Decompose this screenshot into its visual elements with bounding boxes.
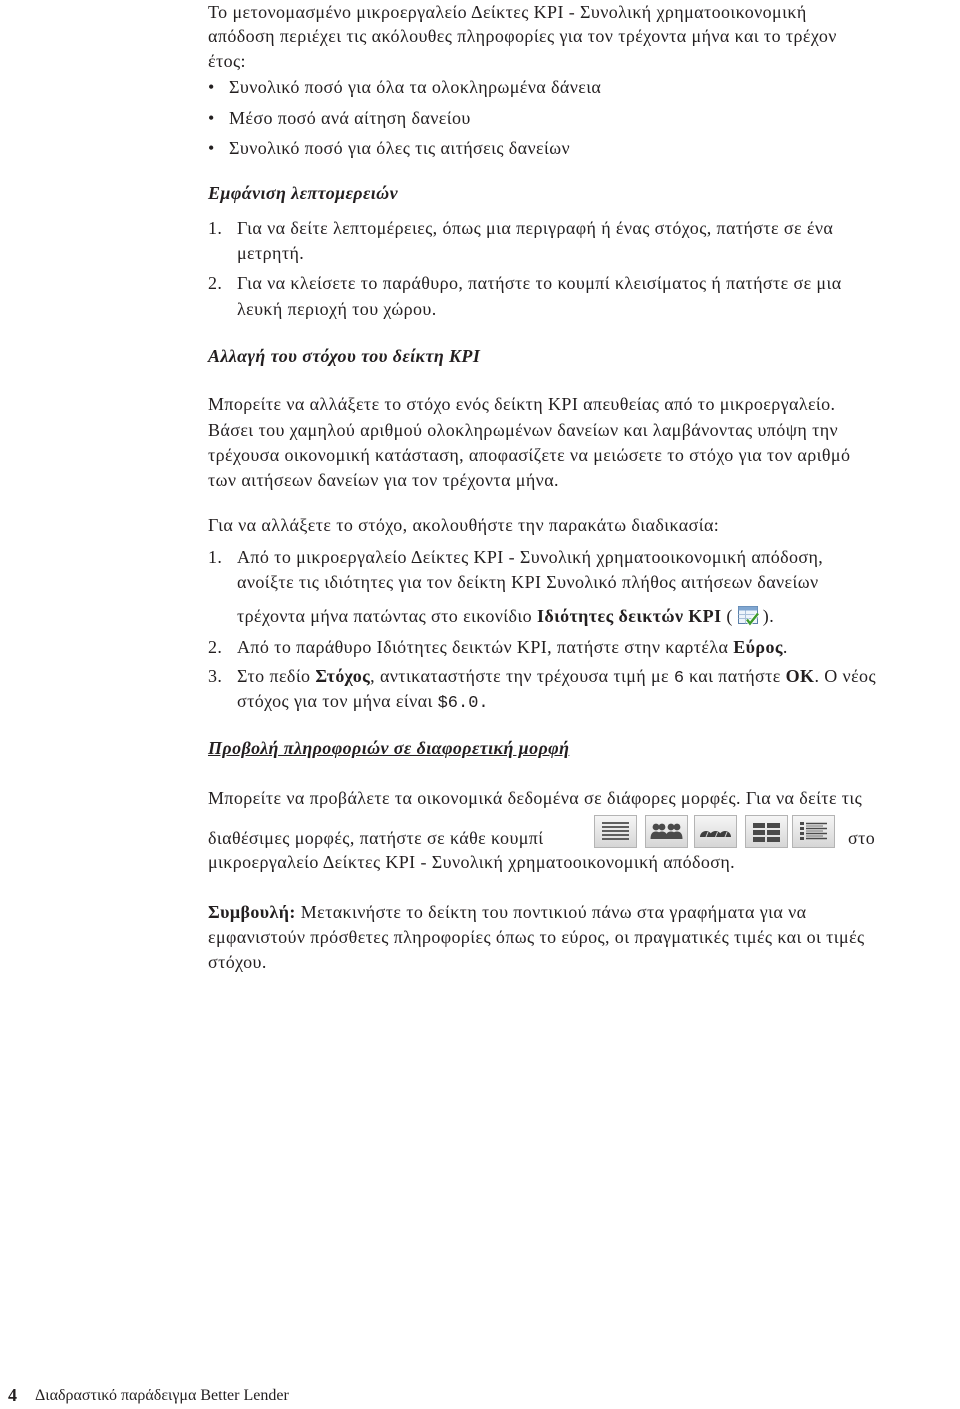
step-text: Στο πεδίο (237, 666, 316, 686)
step-number: 2. (208, 273, 223, 293)
paragraph-line: Βάσει του χαμηλού αριθμού ολοκληρωμένων δανείων και λαμβάνοντας υπόψη την (208, 420, 839, 440)
step-text-line (237, 635, 788, 659)
intro-line: έτος: (208, 51, 246, 71)
bullet-marker: • (208, 108, 215, 128)
step-text: . Ο νέος (814, 666, 876, 686)
step-text: στόχος για τον μήνα είναι (237, 691, 438, 711)
tip-text: Μετακινήστε το δείκτη του ποντικιού πάνω στα γραφήματα για να (295, 902, 807, 922)
table-view-icon (792, 815, 835, 848)
new-target-value: $6.0. (437, 694, 489, 713)
bullet-item: Συνολικό ποσό για όλα τα ολοκληρωμένα δάνεια (229, 77, 602, 97)
step-number: 1. (208, 218, 223, 238)
kpi-properties-label: Ιδιότητες δεικτών KPI (536, 606, 722, 626)
step-number: 1. (208, 547, 223, 567)
tip-text: εμφανιστούν πρόσθετες πληροφορίες όπως το εύρος, οι πραγματικές τιμές και οι τιμές (208, 927, 865, 947)
bullet-item: Μέσο ποσό ανά αίτηση δανείου (229, 108, 471, 128)
intro-line: απόδοση περιέχει τις ακόλουθες πληροφορίες για τον τρέχοντα μήνα και το τρέχον (208, 26, 837, 46)
formats-heading: Προβολή πληροφοριών σε διαφορετική μορφή (208, 738, 570, 758)
tip-text: στόχου. (208, 952, 267, 972)
gauge-view-icon (694, 815, 737, 848)
intro-line: Το μετονομασμένο μικροεργαλείο Δείκτες KPI - Συνολική χρηματοοικονομική (208, 2, 807, 22)
target-field-label: Στόχος (315, 666, 371, 686)
kpi-properties-icon (737, 604, 761, 628)
page-number: 4 (8, 1385, 18, 1405)
paren-close: ). (762, 606, 775, 626)
grid-view-icon (745, 815, 788, 848)
step-text-end: . (782, 637, 788, 657)
change-target-heading: Αλλαγή του στόχου του δείκτη KPI (208, 346, 481, 366)
paragraph-line: μικροεργαλείο Δείκτες KPI - Συνολική χρηματοοικονομική απόδοση. (208, 852, 736, 872)
step-text: Για να δείτε λεπτομέρειες, όπως μια περιγραφή ή ένας στόχος, πατήστε σε ένα (237, 218, 834, 238)
footer-title: Διαδραστικό παράδειγμα Better Lender (35, 1387, 289, 1404)
bullet-marker: • (208, 77, 215, 97)
range-tab-label: Εύρος (733, 637, 783, 657)
step-text: Από το μικροεργαλείο Δείκτες KPI - Συνολική χρηματοοικονομική απόδοση, (237, 547, 824, 567)
step-text: λευκή περιοχή του χώρου. (237, 299, 437, 319)
procedure-intro: Για να αλλάξετε το στόχο, ακολουθήστε την παρακάτω διαδικασία: (208, 515, 720, 535)
paragraph-line: διαθέσιμες μορφές, πατήστε σε κάθε κουμπί (208, 828, 544, 848)
bullet-marker: • (208, 138, 215, 158)
step-number: 2. (208, 637, 223, 657)
show-details-heading: Εμφάνιση λεπτομερειών (208, 183, 398, 203)
paragraph-line: τρέχουσα οικονομική κατάσταση, αποφασίζετε να μειώσετε το στόχο για τον αριθμό (208, 445, 851, 465)
paren-open: ( (721, 606, 733, 626)
people-view-icon (645, 815, 688, 848)
step-text-line (237, 664, 876, 688)
step-text: , αντικαταστήστε την τρέχουσα τιμή με (370, 666, 674, 686)
paragraph-line: Μπορείτε να προβάλετε τα οικονομικά δεδομένα σε διάφορες μορφές. Για να δείτε τις (208, 788, 863, 808)
step-text: Από το παράθυρο Ιδιότητες δεικτών KPI, πατήστε στην καρτέλα (237, 637, 734, 657)
step-text: ανοίξτε τις ιδιότητες για τον δείκτη KPI Συνολικό πλήθος αιτήσεων δανείων (237, 572, 819, 592)
step-text-with-icon (237, 604, 774, 628)
paragraph-line: Μπορείτε να αλλάξετε το στόχο ενός δείκτη KPI απευθείας από το μικροεργαλείο. (208, 394, 836, 414)
paragraph-line: των αιτήσεων δανείων για τον τρέχοντα μήνα. (208, 470, 559, 490)
paragraph-line-end: στο (848, 828, 876, 848)
step-text: και πατήστε (684, 666, 786, 686)
step-text-line (237, 689, 489, 713)
ok-label: OK (785, 666, 815, 686)
tip-line (208, 900, 807, 924)
step-text: Για να κλείσετε το παράθυρο, πατήστε το κουμπί κλεισίματος ή πατήστε σε μια (237, 273, 842, 293)
step-text: τρέχοντα μήνα πατώντας στο εικονίδιο (237, 606, 537, 626)
bullet-item: Συνολικό ποσό για όλες τις αιτήσεις δανείων (229, 138, 570, 158)
step-number: 3. (208, 666, 223, 686)
tip-label: Συμβουλή: (208, 902, 296, 922)
step-text: μετρητή. (237, 243, 305, 263)
list-view-icon (594, 815, 637, 848)
new-value: 6 (673, 669, 685, 688)
